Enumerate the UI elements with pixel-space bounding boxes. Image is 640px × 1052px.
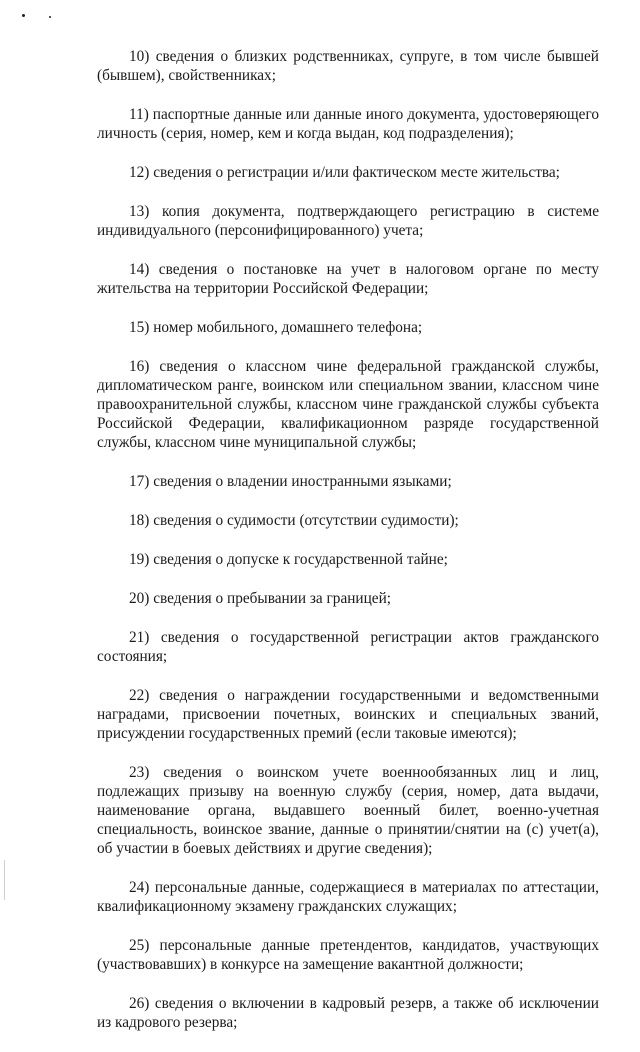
scan-speck [49, 16, 51, 18]
list-item: 11) паспортные данные или данные иного документа, удостоверяющего личность (серия, номер, кем и когда выдан, код подразделения); [97, 106, 599, 142]
list-item: 14) сведения о постановке на учет в налоговом органе по месту жительства на территории Российской Федерации; [97, 261, 599, 297]
list-item: 25) персональные данные претендентов, кандидатов, участвующих (участвовавших) в конкурсе на замещение вакантной должности; [97, 937, 599, 973]
list-item: 15) номер мобильного, домашнего телефона; [129, 319, 423, 336]
scan-speck [22, 14, 25, 17]
list-item: 19) сведения о допуске к государственной тайне; [129, 551, 448, 568]
list-item: 13) копия документа, подтверждающего регистрацию в системе индивидуального (персонифицированного) учета; [97, 203, 599, 239]
list-item: 16) сведения о классном чине федеральной гражданской службы, дипломатическом ранге, воинском или специальном звании, классном чине правоохранительной службы, классном чине гражданской службы субъекта Российской Федерации, квалификационном разряде государственной службы, классном чине муниципальной службы; [97, 358, 599, 451]
list-item: 22) сведения о награждении государственными и ведомственными наградами, присвоении почетных, воинских и специальных званий, присуждении государственных премий (если таковые имеются); [97, 687, 599, 742]
scan-edge-line [4, 860, 5, 900]
list-item: 17) сведения о владении иностранными языками; [129, 473, 452, 490]
list-item: 21) сведения о государственной регистрации актов гражданского состояния; [97, 629, 599, 665]
list-item: 20) сведения о пребывании за границей; [129, 590, 392, 607]
document-body [97, 47, 599, 1052]
list-item: 12) сведения о регистрации и/или фактическом месте жительства; [129, 164, 560, 181]
list-item: 10) сведения о близких родственниках, супруге, в том числе бывшей (бывшем), свойственниках; [97, 48, 599, 84]
list-item: 18) сведения о судимости (отсутствии судимости); [129, 512, 459, 529]
list-item: 24) персональные данные, содержащиеся в материалах по аттестации, квалификационному экзамену гражданских служащих; [97, 879, 599, 915]
list-item: 26) сведения о включении в кадровый резерв, а также об исключении из кадрового резерва; [97, 995, 599, 1031]
list-item: 23) сведения о воинском учете военнообязанных лиц и лиц, подлежащих призыву на военную службу (серия, номер, дата выдачи, наименование органа, выдавшего военный билет, военно-учетная специальность, воинское звание, данные о принятии/снятии на (с) учет(а), об участии в боевых действиях и другие сведения); [97, 764, 599, 857]
